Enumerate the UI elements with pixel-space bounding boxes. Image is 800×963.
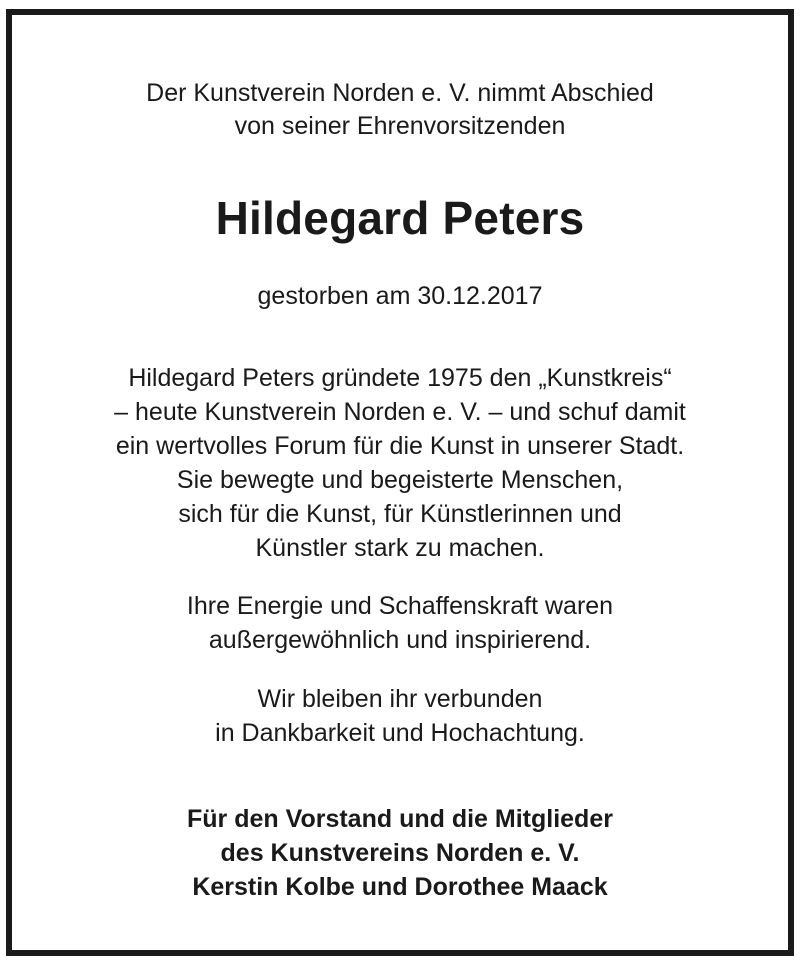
tribute-line: sich für die Kunst, für Künstlerinnen und (178, 500, 622, 528)
gratitude-line: in Dankbarkeit und Hochachtung. (215, 719, 585, 747)
tribute-paragraph (12, 361, 788, 565)
intro-line: Der Kunstverein Norden e. V. nimmt Abschied (146, 79, 654, 107)
energy-line: Ihre Energie und Schaffenskraft waren (186, 592, 614, 620)
death-date: gestorben am 30.12.2017 (257, 282, 543, 310)
signature-line: des Kunstvereins Norden e. V. (220, 839, 580, 867)
signature-line: Kerstin Kolbe und Dorothee Maack (192, 873, 608, 901)
gratitude-paragraph (12, 682, 788, 750)
energy-paragraph (12, 589, 788, 657)
signature-block (12, 802, 788, 904)
tribute-line: Hildegard Peters gründete 1975 den „Kunstkreis“ (128, 364, 672, 392)
tribute-line: Sie bewegte und begeisterte Menschen, (176, 466, 624, 494)
signature-line: Für den Vorstand und die Mitglieder (187, 805, 613, 833)
gratitude-line: Wir bleiben ihr verbunden (257, 685, 543, 713)
deceased-name: Hildegard Peters (215, 192, 585, 244)
tribute-line: Künstler stark zu machen. (255, 534, 545, 562)
tribute-line: – heute Kunstverein Norden e. V. – und schuf damit (114, 398, 686, 426)
intro-line: von seiner Ehrenvorsitzenden (234, 112, 566, 140)
intro-text (12, 77, 788, 143)
tribute-line: ein wertvolles Forum für die Kunst in unserer Stadt. (115, 432, 685, 460)
energy-line: außergewöhnlich und inspirierend. (208, 626, 592, 654)
obituary-frame (6, 9, 794, 956)
